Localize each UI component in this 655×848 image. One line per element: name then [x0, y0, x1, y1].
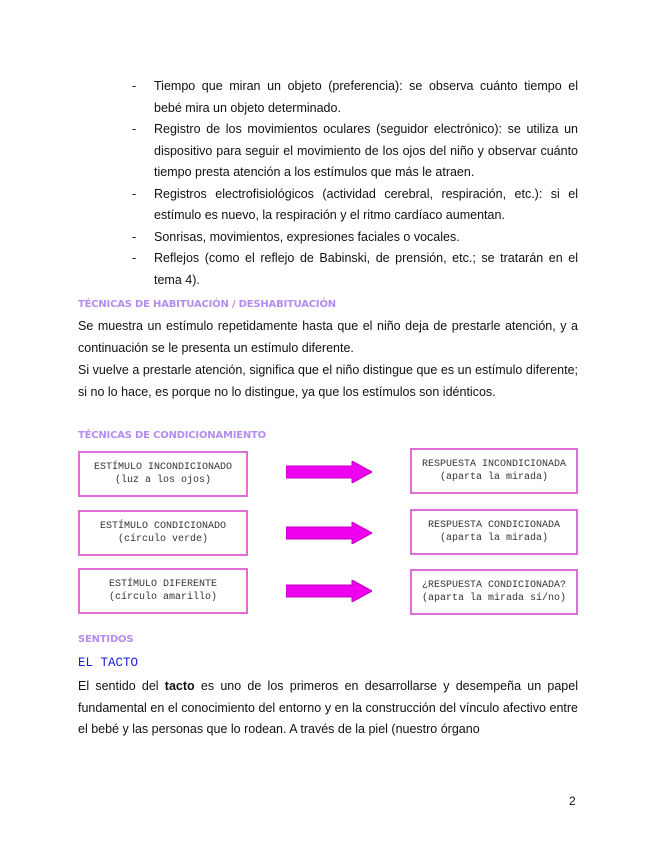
habituation-heading: TÉCNICAS DE HABITUACIÓN / DESHABITUACIÓN [78, 299, 336, 310]
box-title: ESTÍMULO DIFERENTE [108, 579, 218, 590]
box-subtitle: (aparta la mirada) [439, 533, 549, 544]
box-subtitle: (aparta la mirada) [439, 472, 549, 483]
touch-paragraph [78, 676, 578, 741]
box-title: ESTÍMULO CONDICIONADO [99, 521, 227, 532]
box-subtitle: (círculo amarillo) [108, 592, 218, 603]
measurement-list [132, 76, 578, 291]
uncertain-response-box [410, 569, 578, 615]
box-title: RESPUESTA CONDICIONADA [427, 520, 561, 531]
list-item: - Registro de los movimientos oculares (seguidor electrónico): se utiliza un dispositivo para seguir el movimiento de los ojos del niño y observar cuánto tiempo presta atención a los estímulos que más le atraen. [132, 119, 578, 184]
touch-paragraph-rest: es uno de los primeros en desarrollarse y desempeña un papel fundamental en el conocimiento del entorno y en la construcción del vínculo afectivo entre el bebé y las personas que lo rodean. A través de la piel (nuestro órgano [78, 679, 578, 736]
unconditioned-response-box [410, 448, 578, 494]
arrow-right-icon [286, 461, 372, 483]
habituation-paragraph-2: Si vuelve a prestarle atención, significa que el niño distingue que es un estímulo diferente; si no lo hace, es porque no lo distingue, ya que los estímulos son idénticos. [78, 363, 578, 399]
page-number: 2 [569, 794, 576, 808]
box-subtitle: (círculo verde) [117, 534, 208, 545]
conditioned-response-box [410, 509, 578, 555]
arrow-right-icon [286, 522, 372, 544]
different-stimulus-box [78, 568, 248, 614]
touch-subheading: EL TACTO [78, 656, 139, 670]
touch-paragraph-prefix: El sentido del [78, 679, 165, 693]
box-title: ¿RESPUESTA CONDICIONADA? [421, 580, 567, 591]
senses-heading: SENTIDOS [78, 634, 134, 645]
conditioned-stimulus-box [78, 510, 248, 556]
arrow-right-icon [286, 580, 372, 602]
conditioning-heading: TÉCNICAS DE CONDICIONAMIENTO [78, 430, 266, 441]
list-item: - Registros electrofisiológicos (actividad cerebral, respiración, etc.): si el estímulo es nuevo, la respiración y el ritmo cardíaco aumentan. [132, 184, 578, 227]
box-title: RESPUESTA INCONDICIONADA [421, 459, 567, 470]
touch-keyword: tacto [164, 679, 195, 693]
box-subtitle: (luz a los ojos) [114, 475, 211, 486]
habituation-paragraph-1: Se muestra un estímulo repetidamente hasta que el niño deja de prestarle atención, y a continuación se le presenta un estímulo diferente. [78, 319, 578, 355]
box-subtitle: (aparta la mirada sí/no) [421, 593, 567, 604]
box-title: ESTÍMULO INCONDICIONADO [93, 462, 233, 473]
list-item: - Reflejos (como el reflejo de Babinski, de prensión, etc.; se tratarán en el tema 4). [132, 248, 578, 291]
list-item: - Sonrisas, movimientos, expresiones faciales o vocales. [132, 227, 578, 249]
unconditioned-stimulus-box [78, 451, 248, 497]
list-item: - Tiempo que miran un objeto (preferencia): se observa cuánto tiempo el bebé mira un objeto determinado. [132, 76, 578, 119]
